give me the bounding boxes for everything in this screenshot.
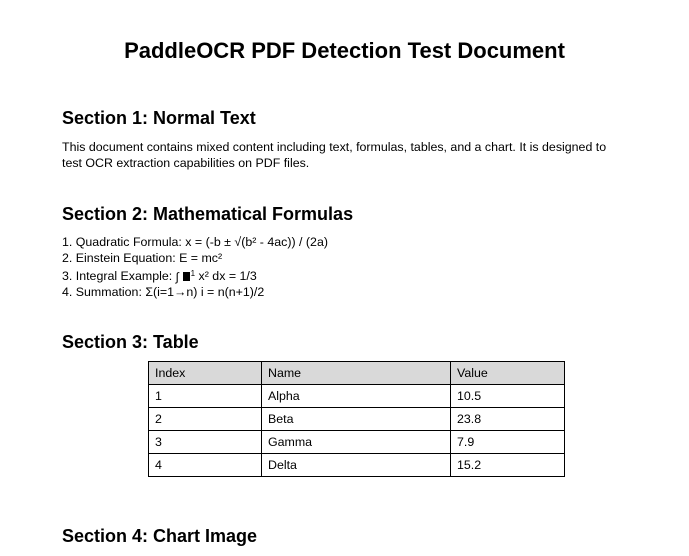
cell-name: Beta <box>262 408 451 431</box>
section-1-paragraph-line-2: test OCR extraction capabilities on PDF files. <box>62 156 310 170</box>
cell-index: 3 <box>149 431 262 454</box>
formula-list <box>62 234 328 300</box>
cell-value: 23.8 <box>451 408 565 431</box>
cell-name: Gamma <box>262 431 451 454</box>
formula-integral <box>62 266 328 284</box>
table-header-row <box>149 362 565 385</box>
integral-sign-icon: ∫ <box>175 270 179 284</box>
document-title: PaddleOCR PDF Detection Test Document <box>124 38 565 63</box>
section-1-heading: Section 1: Normal Text <box>62 108 256 128</box>
table-row <box>149 408 565 431</box>
cell-index: 1 <box>149 385 262 408</box>
column-header-value: Value <box>451 362 565 385</box>
formula-einstein: 2. Einstein Equation: E = mc² <box>62 251 223 265</box>
formula-quadratic: 1. Quadratic Formula: x = (-b ± √(b² - 4ac)) / (2a) <box>62 235 328 249</box>
data-table <box>148 361 565 477</box>
column-header-index: Index <box>149 362 262 385</box>
cell-value: 7.9 <box>451 431 565 454</box>
table-row <box>149 431 565 454</box>
column-header-name: Name <box>262 362 451 385</box>
formula-integral-upper-limit: 1 <box>190 269 196 278</box>
cell-name: Delta <box>262 454 451 477</box>
table-row <box>149 454 565 477</box>
cell-value: 10.5 <box>451 385 565 408</box>
cell-index: 4 <box>149 454 262 477</box>
section-4-heading: Section 4: Chart Image <box>62 526 258 546</box>
section-1-paragraph <box>62 139 662 171</box>
section-2-heading: Section 2: Mathematical Formulas <box>62 204 354 224</box>
section-3-heading: Section 3: Table <box>62 332 199 352</box>
table-row <box>149 385 565 408</box>
cell-name: Alpha <box>262 385 451 408</box>
section-1-paragraph-line-1: This document contains mixed content including text, formulas, tables, and a chart. It is designed to <box>62 140 607 154</box>
cell-value: 15.2 <box>451 454 565 477</box>
cell-index: 2 <box>149 408 262 431</box>
formula-integral-prefix: 3. Integral Example: <box>62 269 176 283</box>
missing-glyph-box-icon <box>183 272 190 281</box>
formula-integral-body: x² dx = 1/3 <box>195 269 257 283</box>
formula-summation: 4. Summation: Σ(i=1→n) i = n(n+1)/2 <box>62 285 265 299</box>
